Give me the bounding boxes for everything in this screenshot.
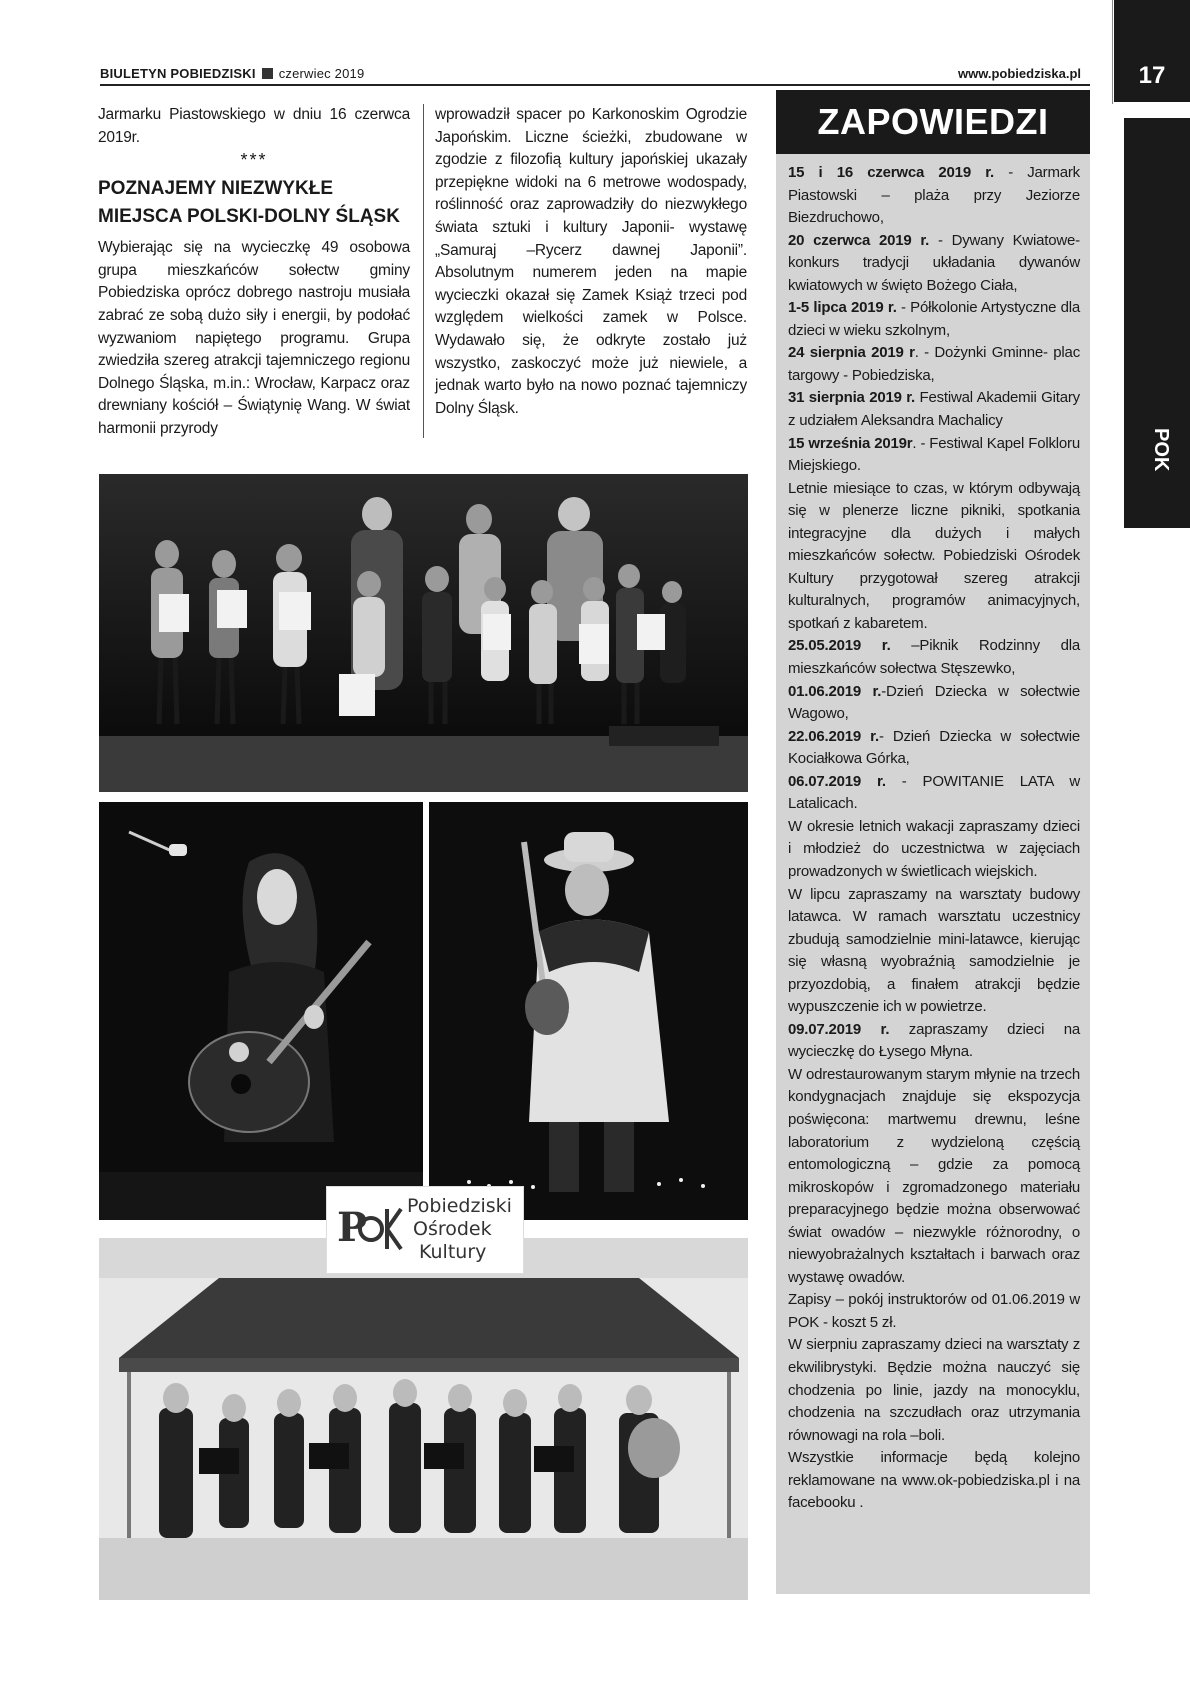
announcement-date: 24 sierpnia 2019 r — [788, 344, 915, 362]
page-number-box — [1114, 0, 1190, 102]
announcement-item — [788, 771, 1080, 816]
announcement-text: - POWITANIE LATA w Latalicach. — [788, 772, 1080, 813]
article-end-paragraph: Jarmarku Piastowskiego w dniu 16 czerwca 2019r. — [98, 106, 410, 146]
announcement-item — [788, 230, 1080, 298]
photo-male-guitarist — [429, 802, 748, 1220]
announcement-date: 01.06.2019 r. — [788, 682, 882, 700]
musician-photo-illustration — [429, 802, 748, 1220]
announcement-date: 20 czerwca 2019 r. — [788, 231, 930, 249]
announcement-text: . - Dożynki Gminne- plac targowy - Pobiedziska, — [788, 344, 1080, 384]
bulletin-header — [100, 66, 364, 81]
article-paragraph: Wybierając się na wycieczkę 49 osobowa grupa mieszkańców sołectw gminy Pobiedziska oprócz dobrego nastroju musiała zabrać ze sobą dużo siły i energii, by podołać wyzwaniom napiętego programu. Grupa zwiedziła szereg atrakcji tajemniczego regionu Dolnego Śląska, m.in.: Wrocław, Karpacz oraz drewniany kościół – Świątynię Wang. W świat harmonii przyrody — [98, 239, 410, 437]
announcement-item — [788, 1019, 1080, 1064]
announcement-date: 1-5 lipca 2019 r. — [788, 299, 897, 317]
announcement-text: Zapisy – pokój instruktorów od 01.06.2019 w POK - koszt 5 zł. — [788, 1291, 1080, 1331]
announcement-item — [788, 635, 1080, 680]
announcement-date: 09.07.2019 r. — [788, 1020, 890, 1038]
bulletin-title: BIULETYN POBIEDZISKI — [100, 66, 256, 81]
announcement-item — [788, 816, 1080, 884]
announcement-text: W sierpniu zapraszamy dzieci na warsztaty z ekwilibrystyki. Będzie można nauczyć się chodzenia po linie, jazdy na monocyklu, chodzenia na szczudłach oraz utrzymania równowagi na rola –boli. — [788, 1336, 1080, 1444]
pok-logo — [326, 1186, 524, 1274]
announcements-list — [788, 162, 1080, 1515]
announcement-text: - Półkolonie Artystyczne dla dzieci w wieku szkolnym, — [788, 299, 1080, 339]
logo-line-3: Kultury — [419, 1241, 487, 1263]
announcement-item — [788, 681, 1080, 726]
announcement-date: 06.07.2019 r. — [788, 772, 886, 790]
article-continuation: wprowadził spacer po Karkonoskim Ogrodzie Japońskim. Liczne ścieżki, zbudowane w zgodzie z filozofią kultury japońskiej ukazały przepiękne widoki na 6 metrowe wodospady, roślinność oraz zaprowadziły do niezwykłego świata sztuki i kultury Japonii- wystawę „Samuraj –Rycerz dawnej Japonii”. Absolutnym numerem jeden na mapie wycieczki okazał się Zamek Książ trzeci pod względem wielkości zamek w Polsce. Wydawało się, że odkryte zostało już wszystko, zaskoczyć może już niewiele, a jednak warto było na nowo poznać tajemniczy Dolny Śląsk. — [435, 106, 747, 417]
photo-female-guitarist — [99, 802, 423, 1220]
announcement-text: . - Festiwal Kapel Folkloru Miejskiego. — [788, 434, 1080, 475]
square-icon — [262, 68, 273, 79]
announcement-date: 25.05.2019 r. — [788, 637, 891, 655]
announcement-item — [788, 726, 1080, 771]
announcement-text: - Jarmark Piastowski – plaża przy Jeziorze Biezdruchowo, — [788, 164, 1080, 227]
photo-brass-band — [99, 1238, 748, 1600]
announcement-date: 22.06.2019 r. — [788, 727, 879, 745]
page-number: 17 — [1138, 62, 1166, 89]
column-divider — [423, 104, 424, 438]
announcement-item — [788, 162, 1080, 230]
announcement-text: –Piknik Rodzinny dla mieszkańców sołectwa Stęszewko, — [788, 637, 1080, 678]
announcement-text: W okresie letnich wakacji zapraszamy dzieci i młodzież do uczestnictwa w zajęciach prowadzonych w świetlicach wiejskich. — [788, 817, 1080, 880]
announcements-title: ZAPOWIEDZI — [776, 90, 1090, 154]
announcement-text: Wszystkie informacje będą kolejno reklamowane na www.ok-pobiedziska.pl i na facebooku . — [788, 1449, 1080, 1512]
announcement-text: - Dywany Kwiatowe- konkurs tradycji układania dywanów kwiatowych w święto Bożego Ciała, — [788, 231, 1080, 294]
announcement-date: 15 września 2019r — [788, 434, 913, 452]
announcement-text: Letnie miesiące to czas, w którym odbywają się w plenerze liczne pikniki, spotkania integracyjne dla dużych i małych mieszkańców sołectw. Pobiedziski Ośrodek Kultury przygotował szereg atrakcji kulturalnych, programów animacyjnych, spotkań z kabaretem. — [788, 479, 1080, 632]
guitarist-photo-illustration — [99, 802, 423, 1220]
stage-photo-illustration — [99, 474, 748, 792]
announcement-item — [788, 387, 1080, 432]
announcement-item — [788, 297, 1080, 342]
announcement-text: zapraszamy dzieci na wycieczkę do Łysego Młyna. — [788, 1020, 1080, 1061]
article-heading: POZNAJEMY NIEZWYKŁE MIEJSCA POLSKI-DOLNY ŚLĄSK — [98, 178, 400, 228]
section-side-tab — [1124, 118, 1190, 528]
announcement-item — [788, 1064, 1080, 1289]
left-text-column — [98, 104, 410, 441]
pok-logo-text — [407, 1195, 512, 1264]
announcement-item — [788, 342, 1080, 387]
header-rule — [100, 84, 1090, 86]
issue-date: czerwiec 2019 — [278, 66, 365, 81]
middle-text-column — [435, 104, 747, 420]
announcement-item — [788, 1334, 1080, 1447]
announcement-text: W odrestaurowanym starym młynie na trzech kondygnacjach znajduje się ekspozycja poświęcona: martwemu drewnu, leśne laboratorium z wydzieloną częścią entomologiczną – gdzie za pomocą mikroskopów i zgromadzonego materiału preparacyjnego będzie można obserwować świat owadów – niezwykle różnorodny, o niewyobrażalnych kształtach i barwach oraz wystawę owadów. — [788, 1065, 1080, 1286]
announcement-item — [788, 884, 1080, 1019]
announcement-date: 31 sierpnia 2019 r. — [788, 389, 916, 407]
logo-line-2: Ośrodek — [413, 1218, 492, 1240]
announcement-text: -Dzień Dziecka w sołectwie Wagowo, — [788, 682, 1080, 723]
announcement-item — [788, 433, 1080, 478]
side-tab-label: POK — [1150, 428, 1172, 472]
announcement-item — [788, 1447, 1080, 1515]
announcement-date: 15 i 16 czerwca 2019 r. — [788, 164, 994, 181]
announcement-item — [788, 1289, 1080, 1334]
pok-logo-mark — [335, 1195, 407, 1265]
announcement-item — [788, 478, 1080, 636]
band-photo-illustration — [99, 1238, 748, 1600]
announcements-panel — [776, 90, 1090, 1594]
section-separator: *** — [240, 150, 268, 171]
page-number-rule — [1112, 0, 1113, 104]
svg-text:P: P — [337, 1204, 368, 1251]
photo-children-on-stage — [99, 474, 748, 792]
announcement-text: - Dzień Dziecka w sołectwie Kociałkowa Górka, — [788, 727, 1080, 768]
announcement-text: W lipcu zapraszamy na warsztaty budowy latawca. W ramach warsztatu uczestnicy zbudują samodzielnie mini-latawce, kierując się własną wyobraźnią samodzielnie je przyozdobią, a finałem atrakcji będzie wypuszczenie ich w powietrze. — [788, 885, 1080, 1016]
website-link[interactable]: www.pobiedziska.pl — [958, 66, 1082, 81]
logo-line-1: Pobiedziski — [407, 1195, 512, 1217]
announcement-text: Festiwal Akademii Gitary z udziałem Aleksandra Machalicy — [788, 389, 1080, 430]
